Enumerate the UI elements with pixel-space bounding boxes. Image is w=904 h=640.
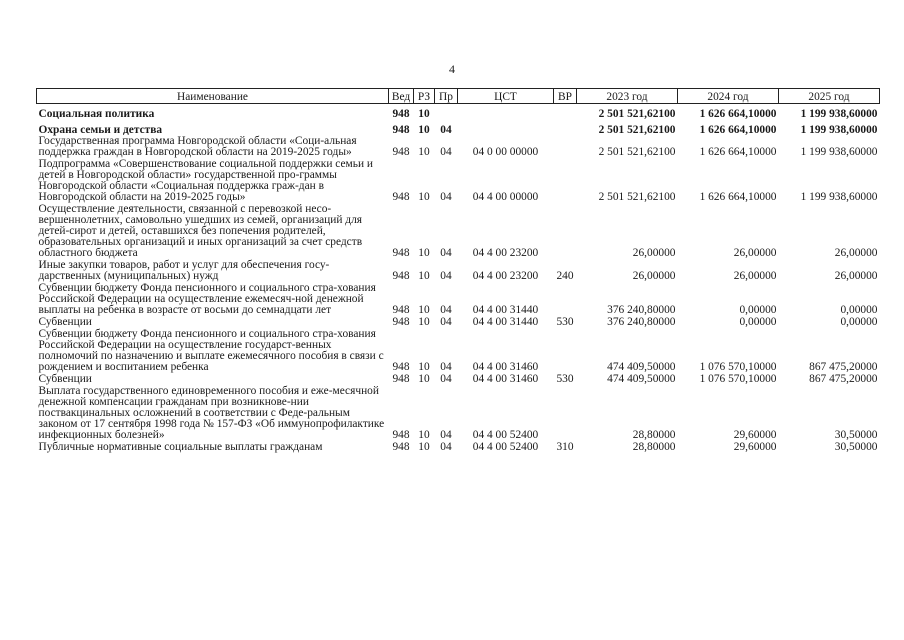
row-name: Публичные нормативные социальные выплаты гражданам [38, 440, 323, 453]
row-2023: 26,00000 [632, 246, 676, 259]
row-2024: 29,60000 [733, 440, 777, 453]
row-2024: 0,00000 [739, 303, 777, 316]
row-ved: 948 [392, 360, 410, 373]
row-name: Субвенции [38, 372, 92, 385]
row-pr [435, 104, 458, 120]
row-vr: 240 [556, 269, 574, 282]
row-2023: 376 240,80000 [607, 315, 676, 328]
row-pr: 04 [440, 372, 452, 385]
row-rz: 10 [418, 269, 430, 282]
row-pr: 04 [440, 303, 452, 316]
row-cst: 04 4 00 31440 [472, 303, 539, 316]
row-2023: 28,80000 [632, 428, 676, 441]
table-row [37, 317, 880, 329]
row-vr: 530 [556, 315, 574, 328]
row-pr: 04 [440, 269, 452, 282]
row-name: Субвенции бюджету Фонда пенсионного и социального стра-хования Российской Федерации на осуществление ежемесяч-ной денежной выплаты на ребенка в возрасте от восьми до семнадцати лет [38, 281, 376, 316]
row-rz: 10 [418, 440, 430, 453]
table-row [37, 159, 880, 204]
row-ved: 948 [392, 303, 410, 316]
row-2023: 28,80000 [632, 440, 676, 453]
row-ved: 948 [392, 107, 410, 120]
row-pr: 04 [440, 428, 452, 441]
row-2023: 26,00000 [632, 269, 676, 282]
row-2023: 2 501 521,62100 [598, 190, 676, 203]
row-2024: 26,00000 [733, 269, 777, 282]
table-row [37, 329, 880, 374]
row-2025: 1 199 938,60000 [800, 107, 878, 120]
row-cst: 04 4 00 31460 [472, 372, 539, 385]
row-2025: 30,50000 [834, 428, 878, 441]
row-name: Государственная программа Новгородской области «Соци-альная поддержка граждан в Новгородской области на 2019-2025 годы» [38, 134, 357, 158]
row-rz: 10 [418, 360, 430, 373]
row-name: Осуществление деятельности, связанной с перевозкой несо-вершеннолетних, самовольно ушедших из семей, организаций для детей-сирот и детей, оставшихся без попечения родителей, образовательных организаций и иных организаций за счет средств областного бюджета [38, 202, 363, 259]
table-row [37, 283, 880, 317]
row-cst: 04 4 00 23200 [472, 246, 539, 259]
row-2025: 1 199 938,60000 [800, 190, 878, 203]
row-2024: 29,60000 [733, 428, 777, 441]
row-cst: 04 4 00 23200 [472, 269, 539, 282]
row-vr [554, 104, 577, 120]
row-pr: 04 [440, 145, 452, 158]
row-pr: 04 [440, 360, 452, 373]
row-name: Подпрограмма «Совершенствование социальной поддержки семьи и детей в Новгородской области» государственной про-граммы Новгородской области «Социальная поддержка граж-дан в Новгородской области на 2019-2025 годы» [38, 157, 373, 203]
row-vr: 530 [556, 372, 574, 385]
table-row [37, 136, 880, 159]
row-vr [554, 386, 577, 442]
row-rz: 10 [418, 315, 430, 328]
row-ved: 948 [392, 440, 410, 453]
row-cst [458, 120, 554, 136]
header-row [37, 89, 880, 104]
row-2023: 2 501 521,62100 [598, 145, 676, 158]
row-2024: 0,00000 [739, 315, 777, 328]
row-rz: 10 [418, 428, 430, 441]
table-row [37, 120, 880, 136]
row-2024: 1 626 664,10000 [699, 145, 777, 158]
row-2024: 1 076 570,10000 [699, 360, 777, 373]
row-cst: 04 4 00 31440 [472, 315, 539, 328]
row-2025: 0,00000 [840, 303, 878, 316]
row-name: Иные закупки товаров, работ и услуг для обеспечения госу-дарственных (муниципальных) нужд [38, 258, 330, 282]
row-2023: 474 409,50000 [607, 360, 676, 373]
row-ved: 948 [392, 269, 410, 282]
table-row [37, 260, 880, 283]
row-vr [554, 120, 577, 136]
row-rz: 10 [418, 372, 430, 385]
row-cst: 04 4 00 00000 [472, 190, 539, 203]
col-header-2025: 2025 год [779, 89, 880, 104]
row-rz: 10 [418, 123, 430, 136]
row-pr: 04 [440, 246, 452, 259]
row-pr: 04 [440, 123, 452, 136]
row-rz: 10 [418, 246, 430, 259]
row-ved: 948 [392, 190, 410, 203]
row-vr [554, 136, 577, 159]
row-rz: 10 [418, 190, 430, 203]
col-header-2023: 2023 год [577, 89, 678, 104]
row-pr: 04 [440, 315, 452, 328]
row-2023: 2 501 521,62100 [598, 107, 676, 120]
col-header-ved: Вед [389, 89, 414, 104]
row-2024: 26,00000 [733, 246, 777, 259]
row-2025: 1 199 938,60000 [800, 123, 878, 136]
row-vr [554, 283, 577, 317]
row-ved: 948 [392, 428, 410, 441]
row-2024: 1 626 664,10000 [699, 123, 777, 136]
row-2024: 1 626 664,10000 [699, 107, 777, 120]
row-ved: 948 [392, 315, 410, 328]
page-number: 4 [449, 62, 455, 76]
row-2025: 1 199 938,60000 [800, 145, 878, 158]
row-name: Охрана семьи и детства [38, 123, 163, 136]
row-rz: 10 [418, 303, 430, 316]
row-2023: 2 501 521,62100 [598, 123, 676, 136]
row-pr: 04 [440, 440, 452, 453]
row-cst: 04 4 00 52400 [472, 428, 539, 441]
row-name: Субвенции бюджету Фонда пенсионного и социального стра-хования Российской Федерации на осуществление государст-венных полномочий по назначению и выплате ежемесячного пособия в связи с рождением и воспитанием ребенка [38, 327, 384, 373]
col-header-name: Наименование [37, 89, 389, 104]
row-cst [458, 104, 554, 120]
row-2025: 0,00000 [840, 315, 878, 328]
row-2025: 867 475,20000 [809, 372, 878, 385]
row-rz: 10 [418, 107, 430, 120]
row-ved: 948 [392, 246, 410, 259]
col-header-cst: ЦСТ [458, 89, 554, 104]
row-2025: 26,00000 [834, 269, 878, 282]
row-2025: 867 475,20000 [809, 360, 878, 373]
row-2023: 376 240,80000 [607, 303, 676, 316]
row-2024: 1 076 570,10000 [699, 372, 777, 385]
row-rz: 10 [418, 145, 430, 158]
table-row [37, 204, 880, 260]
row-ved: 948 [392, 372, 410, 385]
row-ved: 948 [392, 145, 410, 158]
row-2023: 474 409,50000 [607, 372, 676, 385]
row-ved: 948 [392, 123, 410, 136]
row-2024: 1 626 664,10000 [699, 190, 777, 203]
col-header-vr: ВР [554, 89, 577, 104]
row-vr [554, 204, 577, 260]
table-row [37, 442, 880, 454]
row-cst: 04 4 00 52400 [472, 440, 539, 453]
row-2025: 26,00000 [834, 246, 878, 259]
row-vr [554, 159, 577, 204]
table-row [37, 374, 880, 386]
row-name: Социальная политика [38, 107, 155, 120]
row-vr [554, 329, 577, 374]
row-name: Субвенции [38, 315, 92, 328]
row-vr: 310 [556, 440, 574, 453]
row-name: Выплата государственного единовременного пособия и еже-месячной денежной компенсации гражданам при возникнове-нии поствакцинальных осложнений в соответствии с Феде-ральным законом от 17 сентября 1998 года № 157-ФЗ «Об иммунопрофилактике инфекционных болезней» [38, 384, 385, 441]
row-pr: 04 [440, 190, 452, 203]
col-header-pr: Пр [435, 89, 458, 104]
row-cst: 04 4 00 31460 [472, 360, 539, 373]
row-2025: 30,50000 [834, 440, 878, 453]
table-row [37, 104, 880, 120]
budget-table [36, 88, 880, 454]
col-header-2024: 2024 год [678, 89, 779, 104]
table-row [37, 386, 880, 442]
row-cst: 04 0 00 00000 [472, 145, 539, 158]
col-header-rz: РЗ [414, 89, 435, 104]
